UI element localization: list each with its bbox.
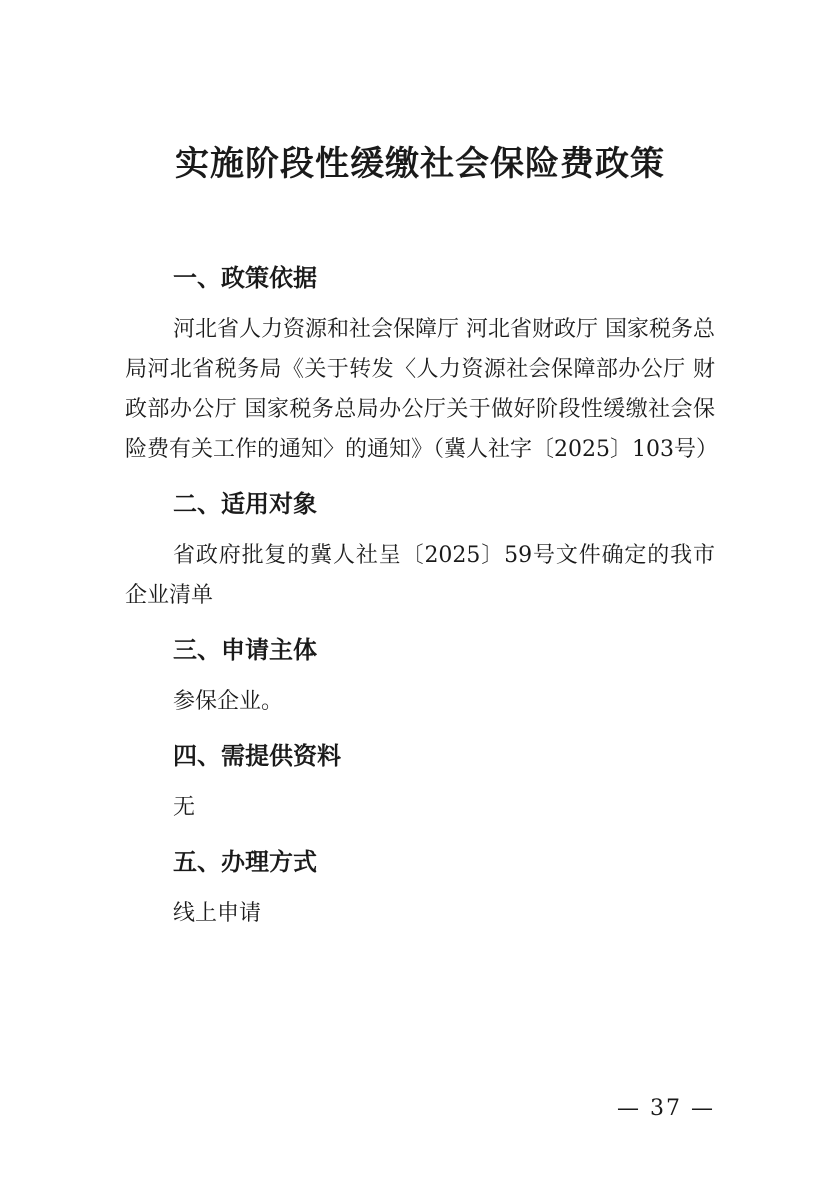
- section-heading: 一、政策依据: [173, 264, 317, 292]
- document-title: 实施阶段性缓缴社会保险费政策: [175, 144, 665, 184]
- section-body: 参保企业。: [173, 689, 284, 714]
- page-number: — 37 —: [617, 1096, 715, 1121]
- section-body: 省政府批复的冀人社呈〔2025〕59号文件确定的我市企业清单: [125, 543, 715, 608]
- section-heading: 四、需提供资料: [173, 742, 341, 770]
- section-heading: 二、适用对象: [173, 490, 317, 518]
- section-body: 无: [173, 795, 196, 820]
- section-processing-method: [125, 842, 715, 934]
- document-content: [125, 258, 718, 948]
- section-heading: 五、办理方式: [173, 848, 317, 876]
- section-body: 线上申请: [173, 901, 262, 926]
- section-heading: 三、申请主体: [173, 636, 317, 664]
- section-applicable-objects: [125, 484, 715, 616]
- section-body: 河北省人力资源和社会保障厅 河北省财政厅 国家税务总局河北省税务局《关于转发〈人力资源社会保障部办公厅 财政部办公厅 国家税务总局办公厅关于做好阶段性缓缴社会保险费有关工作的通知〉的通知》（冀人社字〔2025〕103号）: [125, 317, 718, 462]
- section-policy-basis: [125, 258, 718, 470]
- section-applicant: [125, 630, 715, 722]
- section-required-materials: [125, 736, 715, 828]
